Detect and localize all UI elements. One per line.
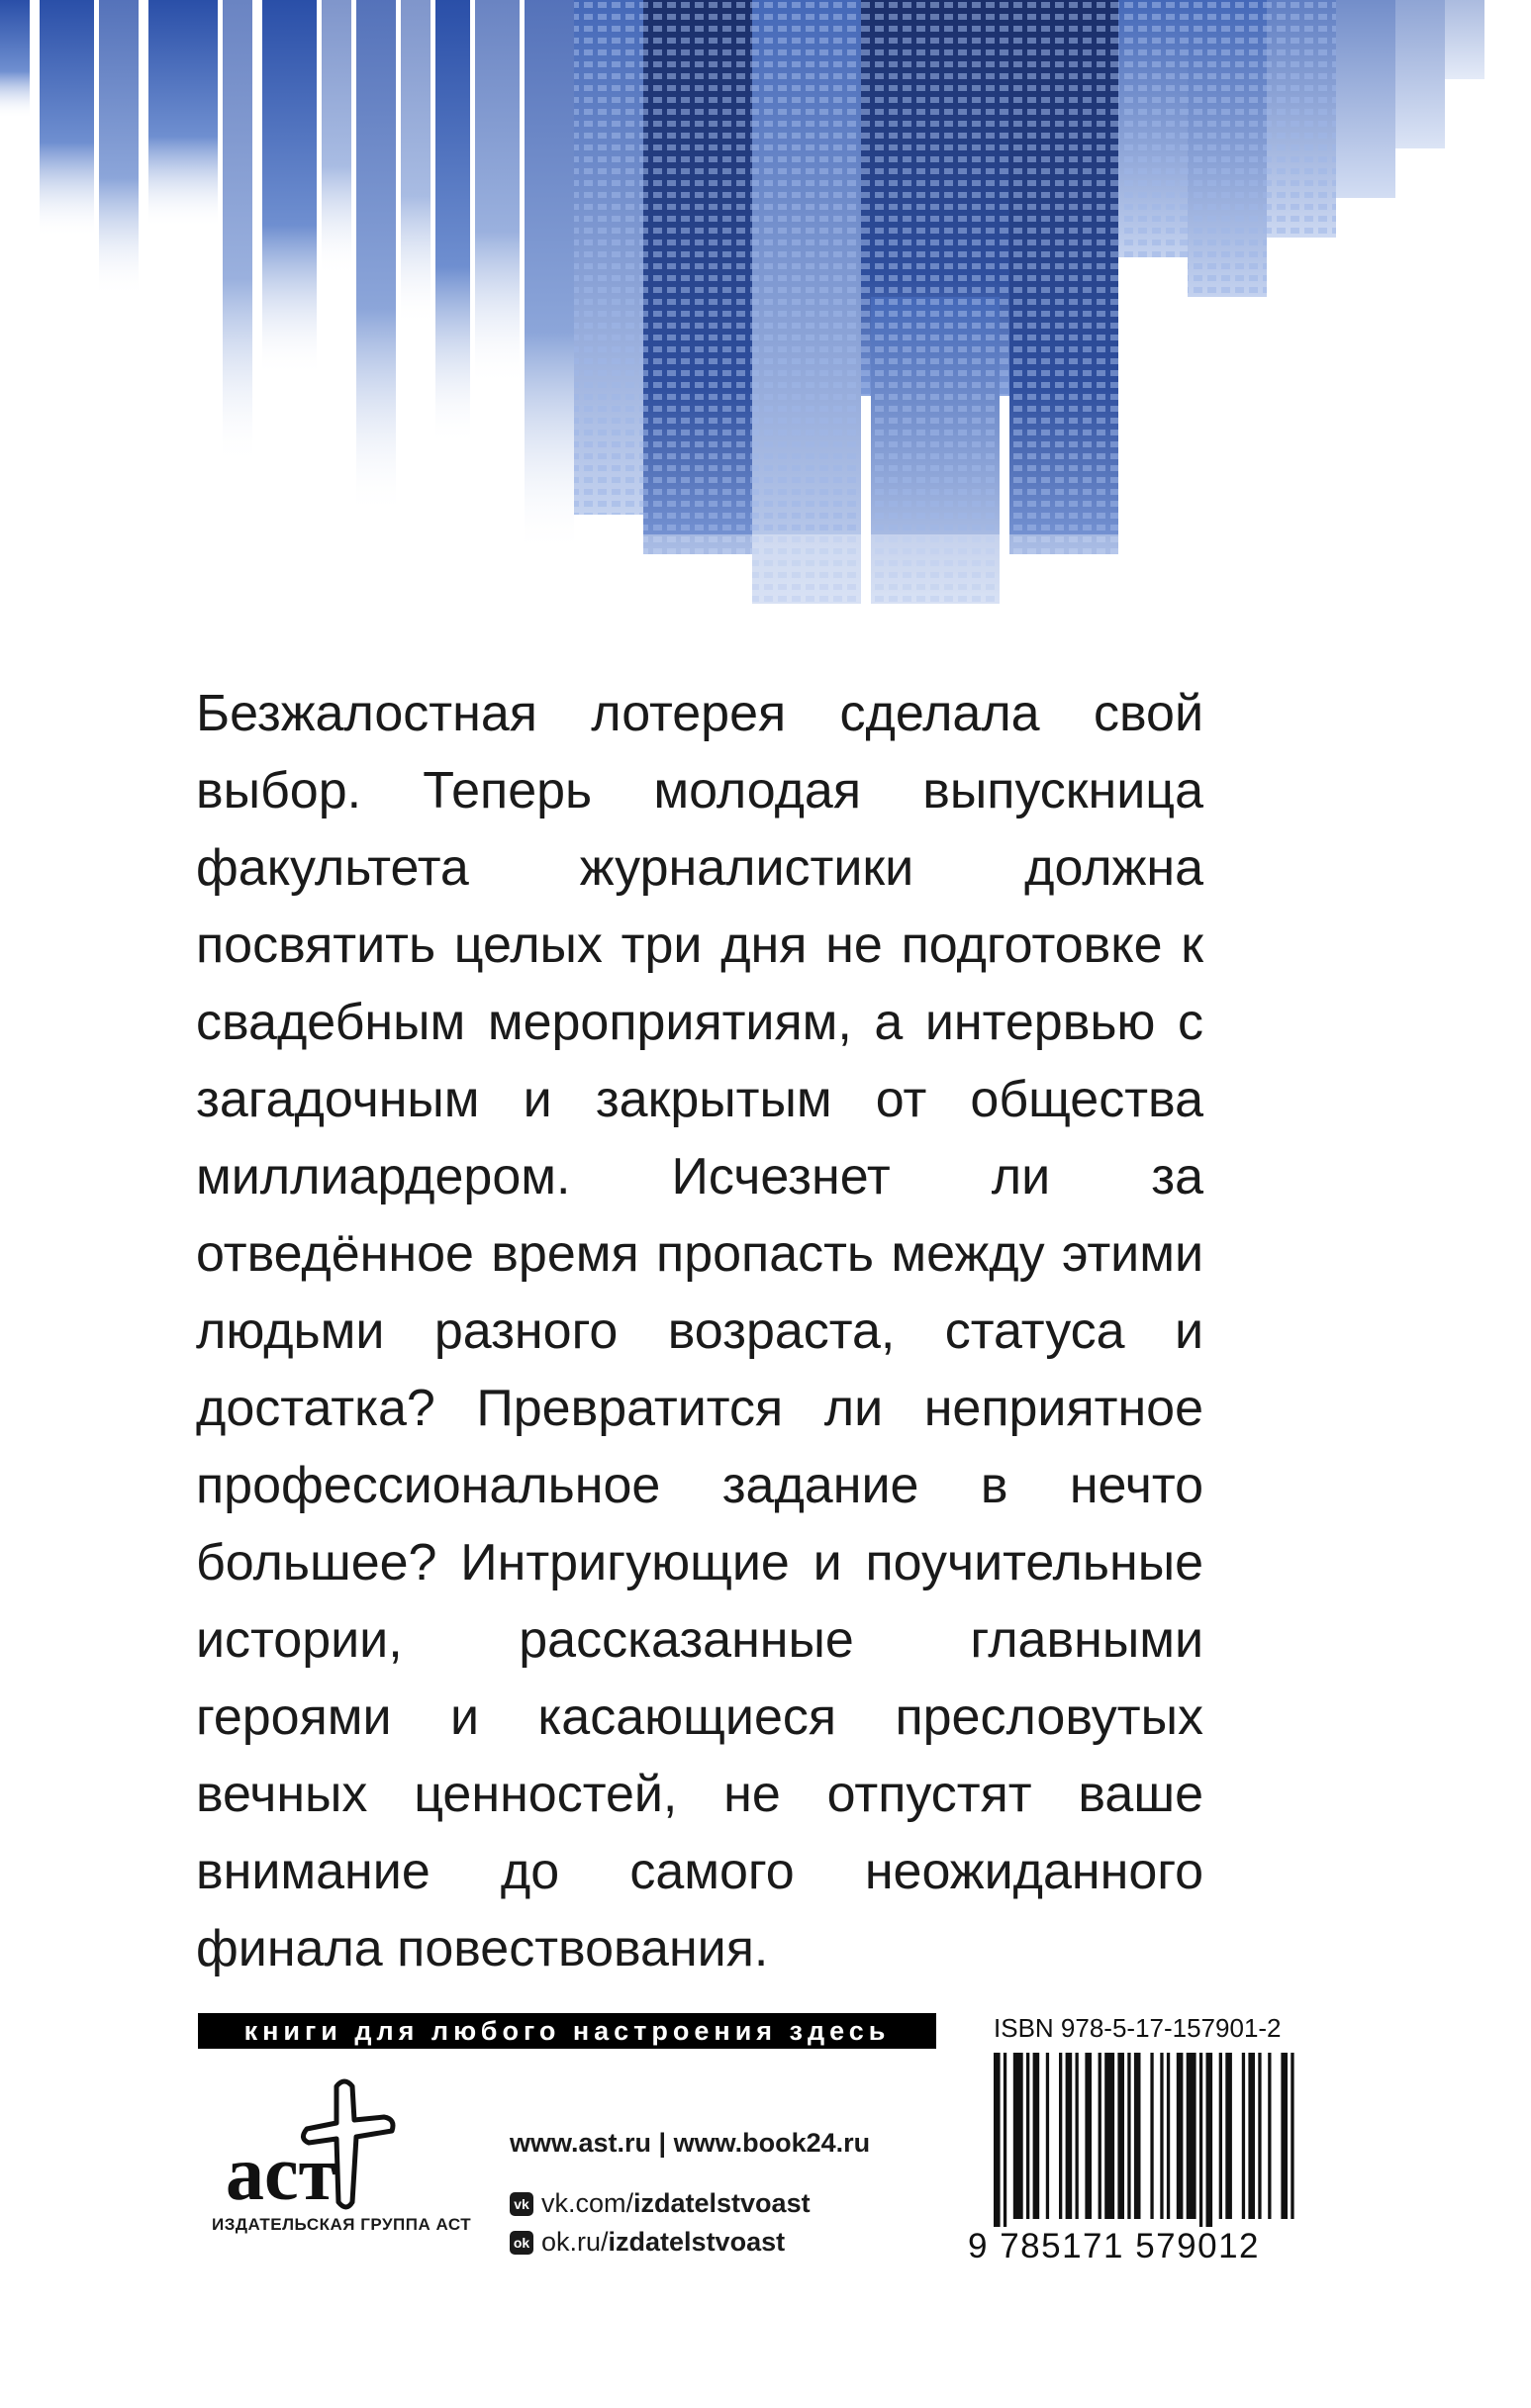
publisher-links — [510, 2128, 870, 2258]
barcode-bar — [1242, 2053, 1245, 2219]
vk-link[interactable] — [510, 2188, 870, 2219]
barcode-bar — [1127, 2053, 1130, 2219]
barcode-bar — [1059, 2053, 1062, 2219]
barcode-bar — [1167, 2053, 1170, 2219]
ok-prefix: ok.ru/ — [541, 2227, 609, 2257]
barcode-bar — [994, 2053, 1001, 2227]
odnoklassniki-icon: ok — [510, 2231, 533, 2255]
barcode-bar — [1199, 2053, 1202, 2227]
barcode-bar — [1160, 2053, 1163, 2219]
book-description: Безжалостная лотерея сделала свой выбор. Теперь молодая выпускница факультета журналистики должна посвятить целых три дня не подготовке к свадебным мероприятиям, а интервью с загадочным и закрытым от общества миллиардером. Исчезнет ли за отведённое время пропасть между этими людьми разного возраста, статуса и достатка? Превратится ли неприятное профессиональное задание в нечто большее? Интригующие и поучительные истории, рассказанные главными героями и касающиеся пресловутых вечных ценностей, не отпустят ваше внимание до самого неожиданного финала повествования. — [196, 685, 1203, 1977]
barcode-bar — [1046, 2053, 1049, 2219]
barcode-bar — [1026, 2053, 1029, 2219]
barcode — [992, 2053, 1300, 2227]
barcode-bar — [1013, 2053, 1023, 2219]
barcode-bar — [1291, 2053, 1293, 2219]
ean-digits: 9 785171 579012 — [968, 2227, 1260, 2265]
city-skyline-illustration — [0, 0, 1531, 614]
barcode-bar — [1099, 2053, 1101, 2219]
barcode-bar — [1085, 2053, 1092, 2219]
ok-link[interactable] — [510, 2227, 870, 2258]
barcode-bar — [1033, 2053, 1040, 2219]
barcode-bar — [1104, 2053, 1114, 2219]
logo-text: аст — [226, 2130, 336, 2216]
vk-icon: vk — [510, 2192, 533, 2216]
vk-handle: izdatelstvoast — [633, 2188, 811, 2218]
ast-logo — [218, 2069, 426, 2296]
barcode-bar — [1150, 2053, 1153, 2219]
barcode-bar — [1281, 2053, 1288, 2219]
barcode-bar — [1268, 2053, 1271, 2219]
isbn-label: ISBN 978-5-17-157901-2 — [994, 2013, 1282, 2043]
barcode-bar — [1066, 2053, 1073, 2219]
barcode-bar — [1248, 2053, 1255, 2219]
barcode-bar — [1187, 2053, 1196, 2219]
barcode-bar — [1117, 2053, 1124, 2219]
barcode-bar — [1258, 2053, 1261, 2219]
barcode-bar — [1177, 2053, 1184, 2219]
barcode-bar — [1134, 2053, 1141, 2219]
publisher-group-name: ИЗДАТЕЛЬСКАЯ ГРУППА АСТ — [212, 2215, 472, 2234]
barcode-bar — [1219, 2053, 1222, 2219]
barcode-bar — [1225, 2053, 1232, 2219]
barcode-bar — [1004, 2053, 1006, 2227]
barcode-bar — [1076, 2053, 1079, 2219]
ok-handle: izdatelstvoast — [608, 2227, 786, 2257]
barcode-bar — [1206, 2053, 1213, 2227]
websites-link[interactable]: www.ast.ru | www.book24.ru — [510, 2128, 871, 2158]
tagline-banner: книги для любого настроения здесь — [198, 2013, 936, 2049]
vk-prefix: vk.com/ — [541, 2188, 634, 2218]
